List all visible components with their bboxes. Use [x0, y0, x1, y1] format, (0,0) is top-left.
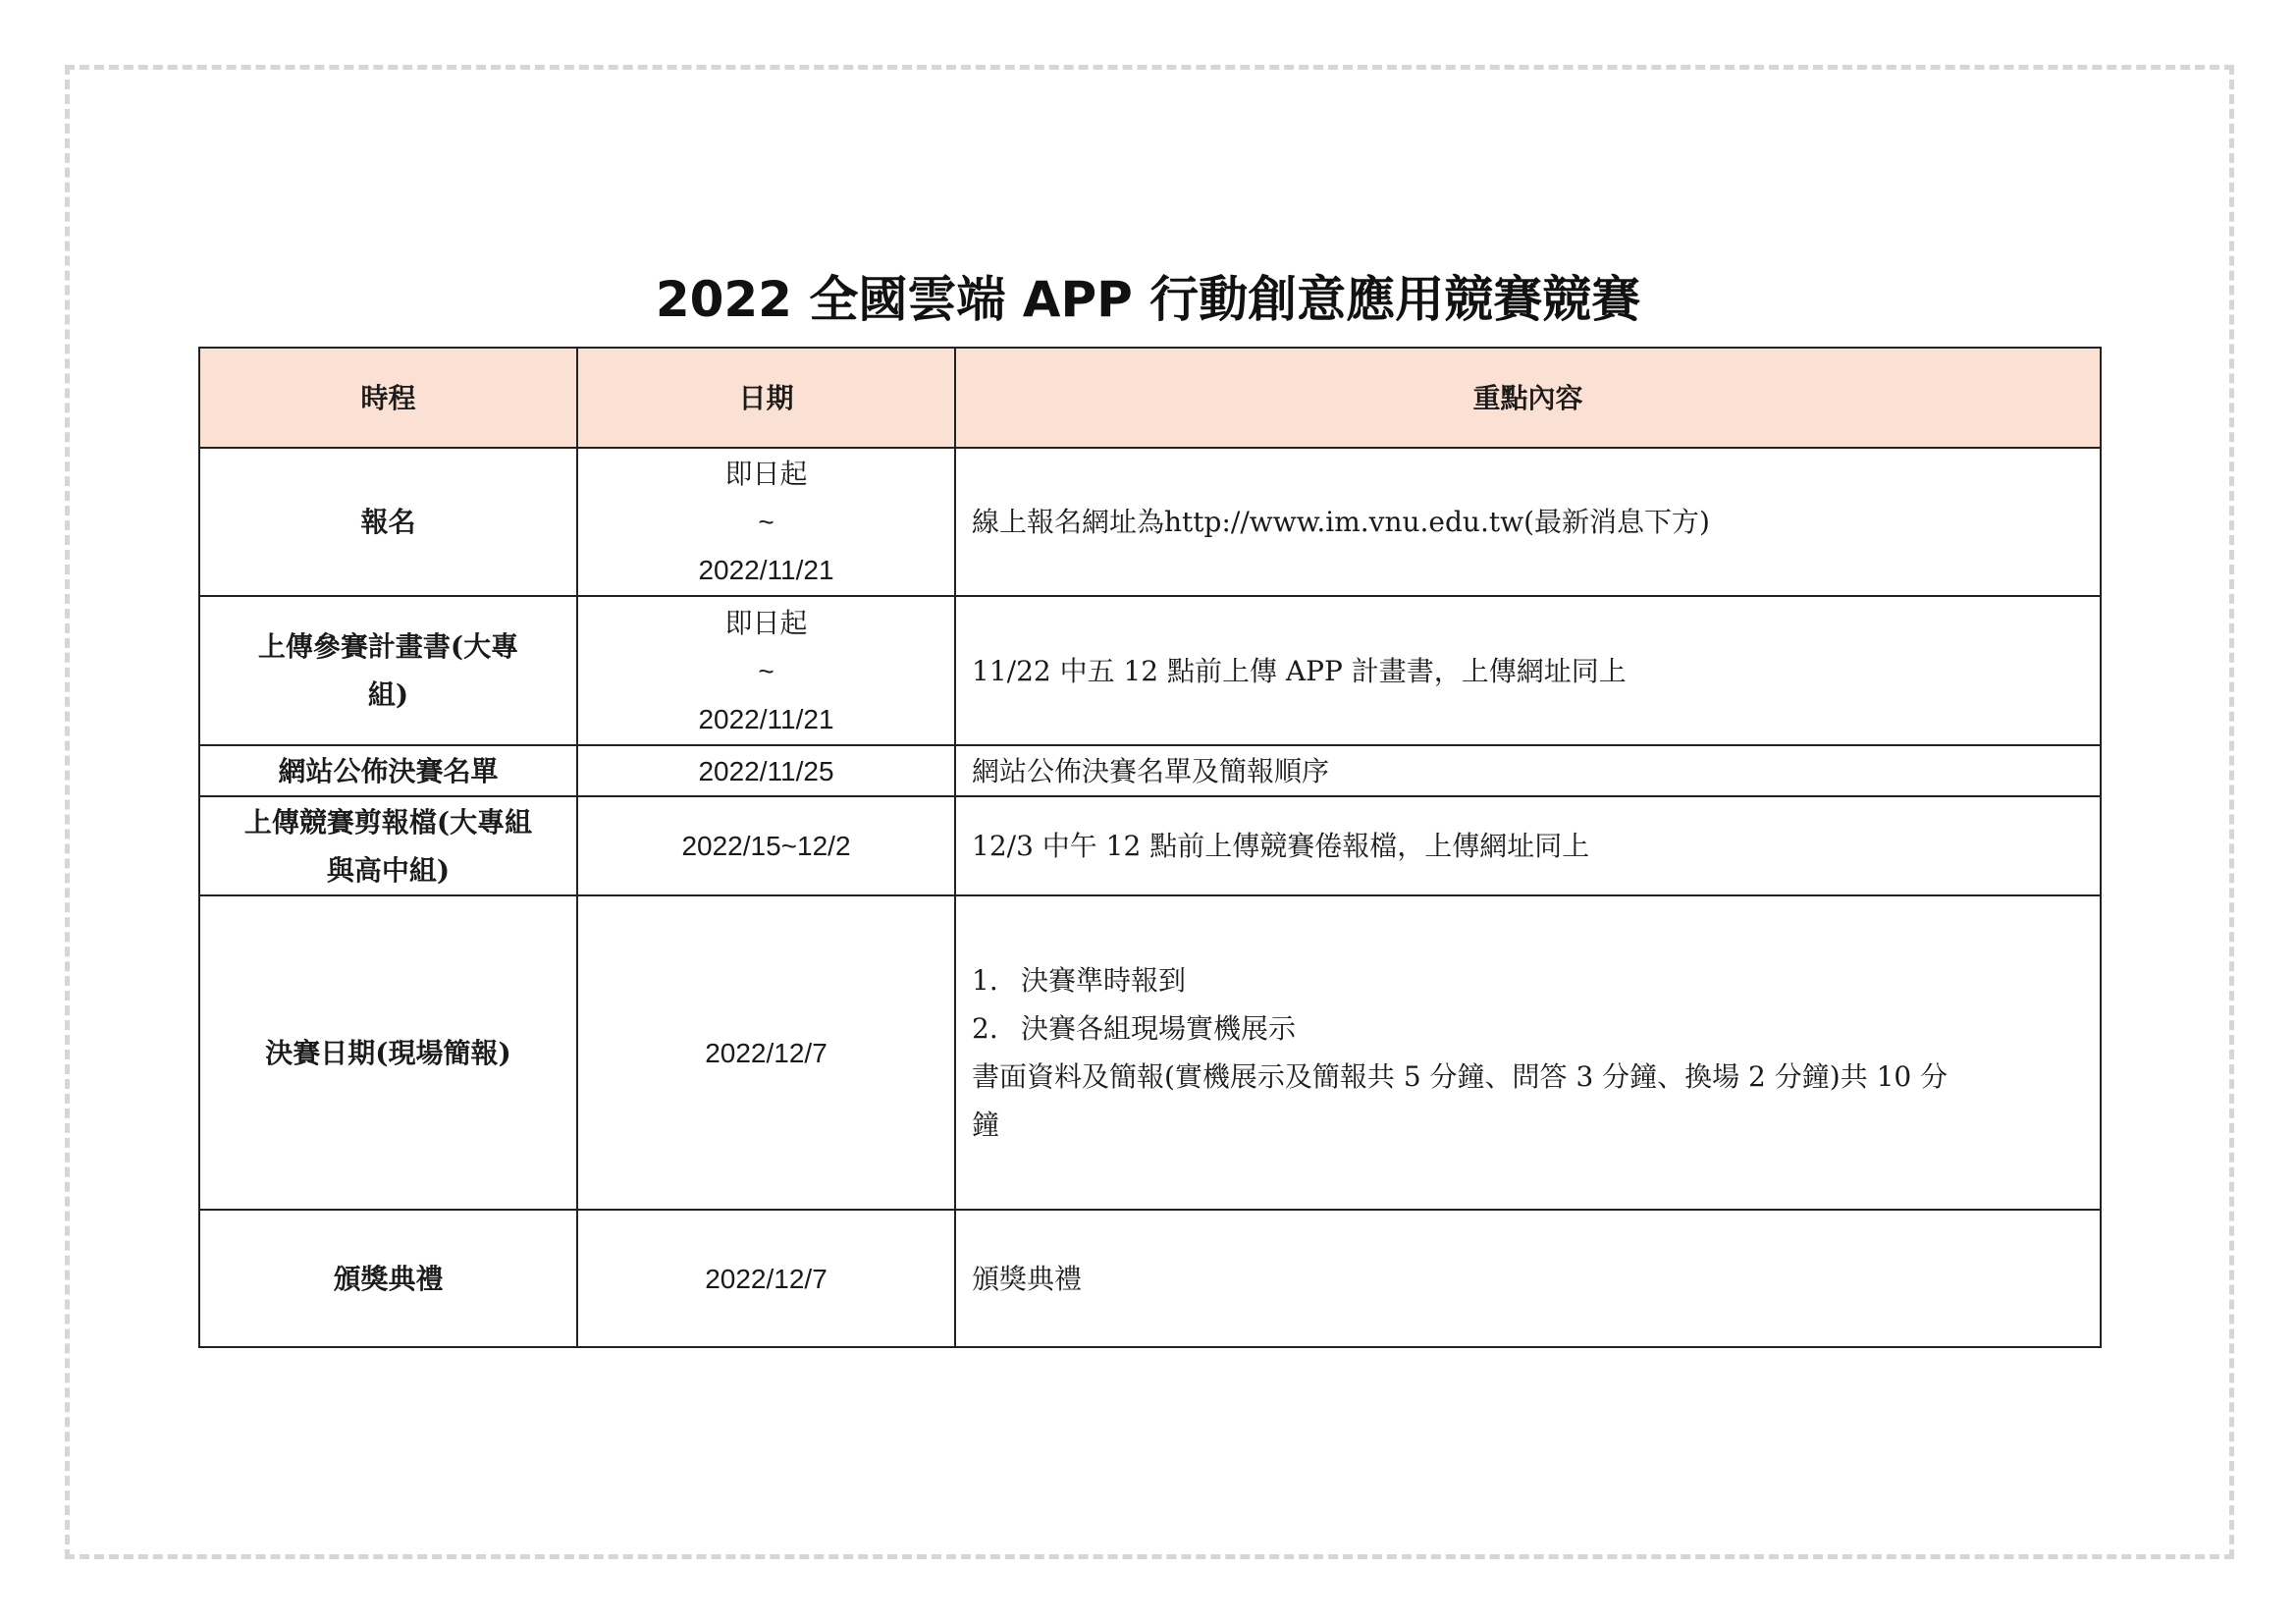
stage-cell: 網站公佈決賽名單	[199, 745, 577, 796]
date-cell	[577, 448, 955, 596]
list-item	[972, 1004, 2088, 1053]
date-cell: 2022/15~12/2	[577, 796, 955, 895]
date-cell: 2022/11/25	[577, 745, 955, 796]
stage-line: 上傳參賽計畫書(大專	[257, 630, 519, 663]
content-cell: 12/3 中午 12 點前上傳競賽倦報檔，上傳網址同上	[955, 796, 2101, 895]
content-line: 書面資料及簡報(實機展示及簡報共 5 分鐘、問答 3 分鐘、換場 2 分鐘)共 10 分	[972, 1060, 1949, 1093]
header-stage: 時程	[199, 348, 577, 448]
stage-cell: 頒獎典禮	[199, 1210, 577, 1347]
date-line: 2022/11/21	[698, 703, 834, 734]
stage-cell: 決賽日期(現場簡報)	[199, 895, 577, 1210]
list-item	[972, 956, 2088, 1004]
date-line: 2022/11/21	[698, 555, 834, 585]
date-cell	[577, 596, 955, 745]
list-number: 1.	[972, 964, 998, 997]
content-cell: 頒獎典禮	[955, 1210, 2101, 1347]
table-row	[199, 596, 2101, 745]
stage-cell: 報名	[199, 448, 577, 596]
content-cell	[955, 448, 2101, 596]
table-row	[199, 1210, 2101, 1347]
date-cell: 2022/12/7	[577, 895, 955, 1210]
content-line: 11/22 中五 12 點前上傳 APP 計畫書，上傳網址同上	[972, 654, 1627, 687]
content-line: 線上報名網址為http://www.im.vnu.edu.tw(最新消息下方)	[972, 506, 1710, 538]
list-text: 決賽各組現場實機展示	[1021, 1012, 1297, 1045]
content-cell	[955, 895, 2101, 1210]
stage-cell	[199, 596, 577, 745]
date-line: 即日起	[724, 607, 808, 638]
stage-cell	[199, 796, 577, 895]
header-content: 重點內容	[955, 348, 2101, 448]
stage-line: 與高中組)	[326, 853, 451, 887]
list-number: 2.	[972, 1012, 998, 1045]
date-line: ~	[758, 655, 774, 686]
date-cell: 2022/12/7	[577, 1210, 955, 1347]
table-row	[199, 796, 2101, 895]
date-line: 即日起	[724, 459, 808, 489]
table-row	[199, 745, 2101, 796]
table-header-row	[199, 348, 2101, 448]
header-date: 日期	[577, 348, 955, 448]
date-line: ~	[758, 507, 774, 537]
content-cell: 網站公佈決賽名單及簡報順序	[955, 745, 2101, 796]
stage-line: 組)	[367, 678, 409, 711]
list-text: 決賽準時報到	[1021, 964, 1187, 997]
document-title: 2022 全國雲端 APP 行動創意應用競賽競賽	[655, 271, 1641, 328]
stage-line: 上傳競賽剪報檔(大專組	[243, 805, 533, 839]
schedule-table	[198, 347, 2102, 1348]
content-cell	[955, 596, 2101, 745]
table-row	[199, 448, 2101, 596]
content-line: 鐘	[972, 1109, 1000, 1141]
table-row	[199, 895, 2101, 1210]
